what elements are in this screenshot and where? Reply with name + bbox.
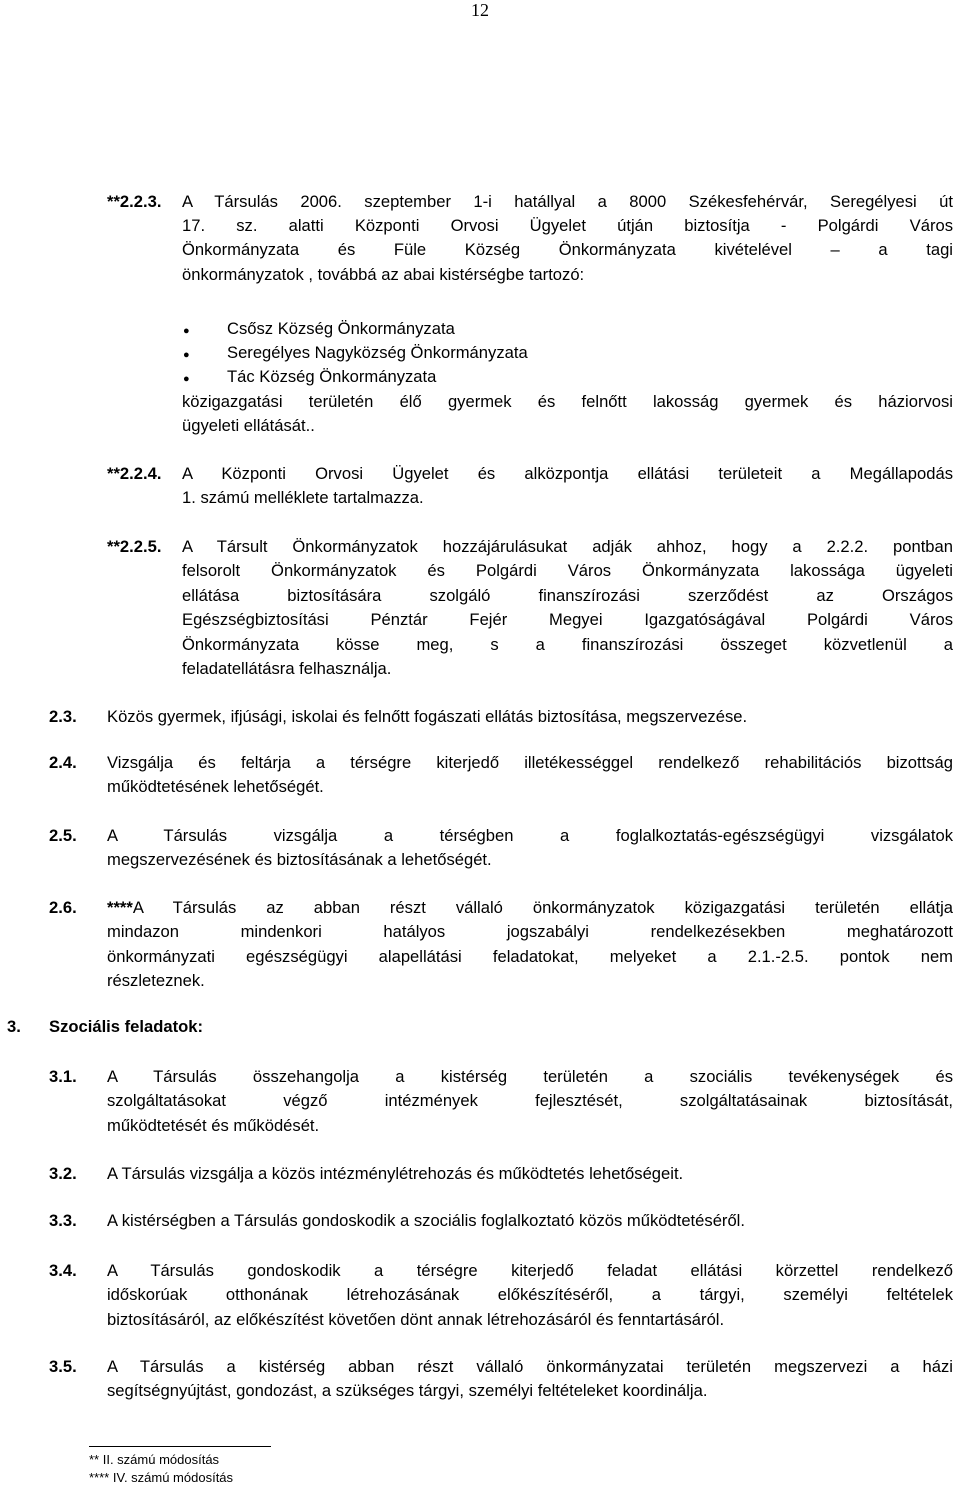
text-line: Egészségbiztosítási Pénztár Fejér Megyei Igazgatóságával Polgárdi Város [182, 610, 953, 630]
section-3-number: 3. [7, 1017, 21, 1036]
text-line: közigazgatási területén élő gyermek és felnőtt lakosság gyermek és háziorvosi [182, 392, 953, 411]
text-line: A kistérségben a Társulás gondoskodik a szociális foglalkoztató közös működtetéséről. [107, 1211, 745, 1230]
section-3-3-text [107, 1209, 953, 1233]
section-2-3-text [107, 705, 953, 729]
section-2-2-3-text [182, 190, 953, 214]
bullet-item: Tác Község Önkormányzata [227, 367, 437, 386]
text-line: segítségnyújtást, gondozást, a szükséges tárgyi, személyi feltételeket koordinálja. [107, 1381, 708, 1401]
section-2-6-label: 2.6. [49, 898, 77, 917]
text-line: A Társulás 2006. szeptember 1-i hatállyal a 8000 Székesfehérvár, Seregélyesi út [182, 192, 953, 211]
text-line: működtetését és működését. [107, 1115, 320, 1135]
text-line: A Központi Orvosi Ügyelet és alközpontja ellátási területeit a Megállapodás [182, 464, 953, 483]
text-line: működtetésének lehetőségét. [107, 777, 324, 797]
section-2-2-3-tail [182, 390, 953, 439]
footnote: ** II. számú módosítás [89, 1452, 220, 1467]
bullet-icon: ● [183, 325, 190, 337]
section-2-5-label: 2.5. [49, 826, 77, 845]
section-3-1-text [107, 1065, 953, 1138]
text-line: részleteznek. [107, 971, 205, 991]
bullet-icon: ● [183, 349, 190, 361]
text-line: Közös gyermek, ifjúsági, iskolai és felnőtt fogászati ellátás biztosítása, megszervezése. [107, 707, 748, 726]
text-line: ellátása biztosítására szolgáló finanszírozási szerződést az Országos [182, 585, 953, 605]
text-line: 1. számú melléklete tartalmazza. [182, 488, 424, 508]
text-line: A Társulás vizsgálja a közös intézménylétrehozás és működtetés lehetőségeit. [107, 1164, 684, 1183]
text-line: ügyeleti ellátását.. [182, 416, 315, 436]
text-line: Önkormányzata kösse meg, s a finanszírozási összeget közvetlenül a [182, 634, 953, 654]
section-2-2-4-text [182, 462, 953, 511]
text-line: 17. sz. alatti Központi Orvosi Ügyelet útján biztosítja - Polgárdi Város [182, 216, 953, 235]
section-3-4-text [107, 1259, 953, 1332]
bullet-item: Csősz Község Önkormányzata [227, 319, 455, 338]
text-line: A Társulás a kistérség abban részt vállaló önkormányzatai területén megszervezi a házi [107, 1357, 953, 1376]
section-3-3-label: 3.3. [49, 1211, 77, 1230]
text-line: Önkormányzata és Füle Község Önkormányzata kivételével – a tagi [182, 240, 953, 260]
text-line: felsorolt Önkormányzatok és Polgárdi Város Önkormányzata lakossága ügyeleti [182, 561, 953, 581]
footnote: **** IV. számú módosítás [89, 1470, 234, 1485]
section-3-5-text [107, 1355, 953, 1404]
text-line: feladatellátásra felhasználja. [182, 659, 392, 679]
section-2-2-5-label: **2.2.5. [107, 537, 162, 556]
text-line: Vizsgálja és feltárja a térségre kiterjedő illetékességgel rendelkező rehabilitációs bizottság [107, 753, 953, 772]
text-line: időskorúak otthonának létrehozásának előkészítéséről, a tárgyi, személyi feltételek [107, 1285, 953, 1305]
text-line: önkormányzatok , továbbá az abai kistérségbe tartozó: [182, 264, 585, 284]
text-line: szolgáltatásokat végző intézmények fejlesztését, szolgáltatásainak biztosítását, [107, 1091, 953, 1111]
text-line: A Társult Önkormányzatok hozzájárulásukat adják ahhoz, hogy a 2.2.2. pontban [182, 537, 953, 556]
section-3-1-label: 3.1. [49, 1067, 77, 1086]
page-number: 12 [471, 0, 489, 20]
text-line: megszervezésének és biztosításának a lehetőségét. [107, 850, 492, 870]
bullet-icon: ● [183, 373, 190, 385]
text-line [107, 896, 953, 920]
section-3-title: Szociális feladatok: [49, 1017, 204, 1036]
section-2-6-text [107, 896, 953, 994]
text-line: A Társulás gondoskodik a térségre kiterjedő feladat ellátási körzettel rendelkező [107, 1261, 953, 1280]
text-line: A Társulás vizsgálja a térségben a foglalkoztatás-egészségügyi vizsgálatok [107, 826, 953, 845]
text-line: biztosításáról, az előkészítést követően dönt annak létrehozásáról és fenntartásáról. [107, 1309, 725, 1329]
section-2-2-3-text-cont [182, 214, 953, 287]
text-line-content: A Társulás az abban részt vállaló önkormányzatok közigazgatási területén ellátja [132, 898, 953, 917]
section-2-2-5-text [182, 535, 953, 681]
bullet-item: Seregélyes Nagyközség Önkormányzata [227, 343, 528, 362]
section-3-2-label: 3.2. [49, 1164, 77, 1183]
section-2-4-label: 2.4. [49, 753, 77, 772]
text-line: A Társulás összehangolja a kistérség területén a szociális tevékenységek és [107, 1067, 953, 1086]
footnote-separator [89, 1446, 271, 1447]
section-2-4-text [107, 751, 953, 800]
section-3-4-label: 3.4. [49, 1261, 77, 1280]
text-line: mindazon mindenkori hatályos jogszabályi rendelkezésekben meghatározott [107, 922, 953, 942]
section-2-3-label: 2.3. [49, 707, 77, 726]
section-3-5-label: 3.5. [49, 1357, 77, 1376]
section-3-2-text [107, 1162, 953, 1186]
section-2-5-text [107, 824, 953, 873]
section-2-2-3-label: **2.2.3. [107, 192, 162, 211]
text-line: önkormányzati egészségügyi alapellátási feladatokat, melyeket a 2.1.-2.5. pontok nem [107, 946, 953, 966]
section-2-2-4-label: **2.2.4. [107, 464, 162, 483]
amendment-marker: **** [107, 898, 133, 917]
